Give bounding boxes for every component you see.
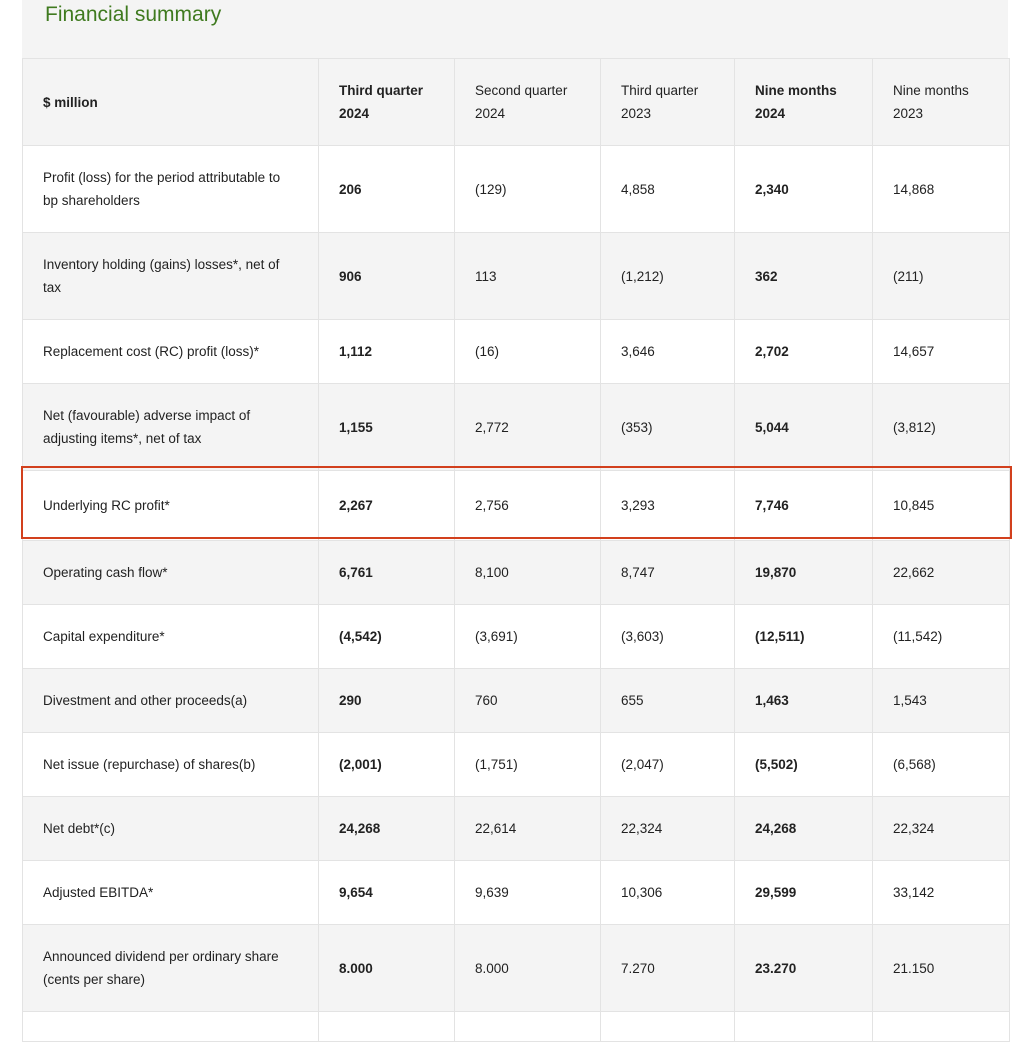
cell-value: 2,340 [735, 146, 873, 233]
cell-value: (12,511) [735, 605, 873, 669]
cell-value: 14,657 [873, 320, 1010, 384]
cell-value: 21.150 [873, 925, 1010, 1012]
cell-value: (16) [455, 320, 601, 384]
cell-value: 1,543 [873, 669, 1010, 733]
table-row [23, 320, 1010, 384]
cell-value: 3,293 [601, 471, 735, 541]
cell-value: 906 [319, 233, 455, 320]
row-label: Net (favourable) adverse impact of adjusting items*, net of tax [23, 384, 319, 471]
row-label: Operating cash flow* [23, 541, 319, 605]
row-label: Divestment and other proceeds(a) [23, 669, 319, 733]
cell-value: 1,155 [319, 384, 455, 471]
cell-value: 9,639 [455, 861, 601, 925]
cell-value: 8.000 [455, 925, 601, 1012]
cell-value: 2,267 [319, 471, 455, 541]
cell-value: 206 [319, 146, 455, 233]
cell-value: 9,654 [319, 861, 455, 925]
cell-value: (2,001) [319, 733, 455, 797]
cell-value [319, 1012, 455, 1042]
row-label: Capital expenditure* [23, 605, 319, 669]
cell-value: 113 [455, 233, 601, 320]
table-row [23, 233, 1010, 320]
cell-value: (4,542) [319, 605, 455, 669]
cell-value: (2,047) [601, 733, 735, 797]
cell-value: 4,858 [601, 146, 735, 233]
column-header [735, 59, 873, 146]
cell-value: 22,324 [601, 797, 735, 861]
cell-value: 33,142 [873, 861, 1010, 925]
table-row [23, 605, 1010, 669]
column-header-line2: 2023 [621, 106, 652, 121]
cell-value: (11,542) [873, 605, 1010, 669]
table-header-row [23, 59, 1010, 146]
cell-value: (211) [873, 233, 1010, 320]
cell-value: 2,772 [455, 384, 601, 471]
cell-value: 760 [455, 669, 601, 733]
column-header-line2: 2024 [475, 106, 506, 121]
table-row-partial [23, 1012, 1010, 1042]
cell-value: (6,568) [873, 733, 1010, 797]
row-label [23, 1012, 319, 1042]
row-label: Inventory holding (gains) losses*, net of tax [23, 233, 319, 320]
cell-value [455, 1012, 601, 1042]
cell-value: 7.270 [601, 925, 735, 1012]
section-title: Financial summary [45, 3, 222, 26]
cell-value: 655 [601, 669, 735, 733]
table-row [23, 146, 1010, 233]
table-row [23, 861, 1010, 925]
cell-value: 362 [735, 233, 873, 320]
cell-value [735, 1012, 873, 1042]
column-header-line1: Third quarter [339, 83, 424, 98]
cell-value: 1,463 [735, 669, 873, 733]
cell-value: 5,044 [735, 384, 873, 471]
table-row-highlighted [23, 471, 1010, 541]
table-row [23, 669, 1010, 733]
unit-header: $ million [23, 59, 319, 146]
cell-value: 10,845 [873, 471, 1010, 541]
cell-value: (3,691) [455, 605, 601, 669]
cell-value: 24,268 [735, 797, 873, 861]
row-label: Net issue (repurchase) of shares(b) [23, 733, 319, 797]
row-label: Announced dividend per ordinary share (cents per share) [23, 925, 319, 1012]
column-header [873, 59, 1010, 146]
cell-value: 6,761 [319, 541, 455, 605]
column-header-line1: Nine months [893, 83, 969, 98]
cell-value: 1,112 [319, 320, 455, 384]
column-header [601, 59, 735, 146]
cell-value: 8,100 [455, 541, 601, 605]
cell-value: 24,268 [319, 797, 455, 861]
cell-value: (353) [601, 384, 735, 471]
row-label: Underlying RC profit* [23, 471, 319, 541]
column-header-line2: 2024 [339, 106, 370, 121]
cell-value: 8,747 [601, 541, 735, 605]
column-header [319, 59, 455, 146]
table-row [23, 733, 1010, 797]
cell-value: 22,614 [455, 797, 601, 861]
cell-value: 8.000 [319, 925, 455, 1012]
cell-value: 19,870 [735, 541, 873, 605]
column-header-line1: Second quarter [475, 83, 568, 98]
cell-value: 10,306 [601, 861, 735, 925]
cell-value: 22,662 [873, 541, 1010, 605]
column-header-line2: 2023 [893, 106, 924, 121]
cell-value: 290 [319, 669, 455, 733]
cell-value: 7,746 [735, 471, 873, 541]
row-label: Net debt*(c) [23, 797, 319, 861]
table-row [23, 384, 1010, 471]
cell-value [601, 1012, 735, 1042]
column-header-line1: Nine months [755, 83, 837, 98]
table-row [23, 541, 1010, 605]
cell-value: (1,751) [455, 733, 601, 797]
row-label: Adjusted EBITDA* [23, 861, 319, 925]
cell-value [873, 1012, 1010, 1042]
cell-value: 29,599 [735, 861, 873, 925]
cell-value: (5,502) [735, 733, 873, 797]
cell-value: 2,756 [455, 471, 601, 541]
cell-value: 22,324 [873, 797, 1010, 861]
column-header-line1: Third quarter [621, 83, 699, 98]
row-label: Profit (loss) for the period attributable to bp shareholders [23, 146, 319, 233]
row-label: Replacement cost (RC) profit (loss)* [23, 320, 319, 384]
cell-value: 23.270 [735, 925, 873, 1012]
column-header-line2: 2024 [755, 106, 786, 121]
cell-value: (3,603) [601, 605, 735, 669]
table-row [23, 925, 1010, 1012]
cell-value: (1,212) [601, 233, 735, 320]
cell-value: 2,702 [735, 320, 873, 384]
cell-value: (3,812) [873, 384, 1010, 471]
table-row [23, 797, 1010, 861]
cell-value: 3,646 [601, 320, 735, 384]
column-header [455, 59, 601, 146]
cell-value: 14,868 [873, 146, 1010, 233]
financial-summary-table [22, 58, 1010, 1042]
cell-value: (129) [455, 146, 601, 233]
